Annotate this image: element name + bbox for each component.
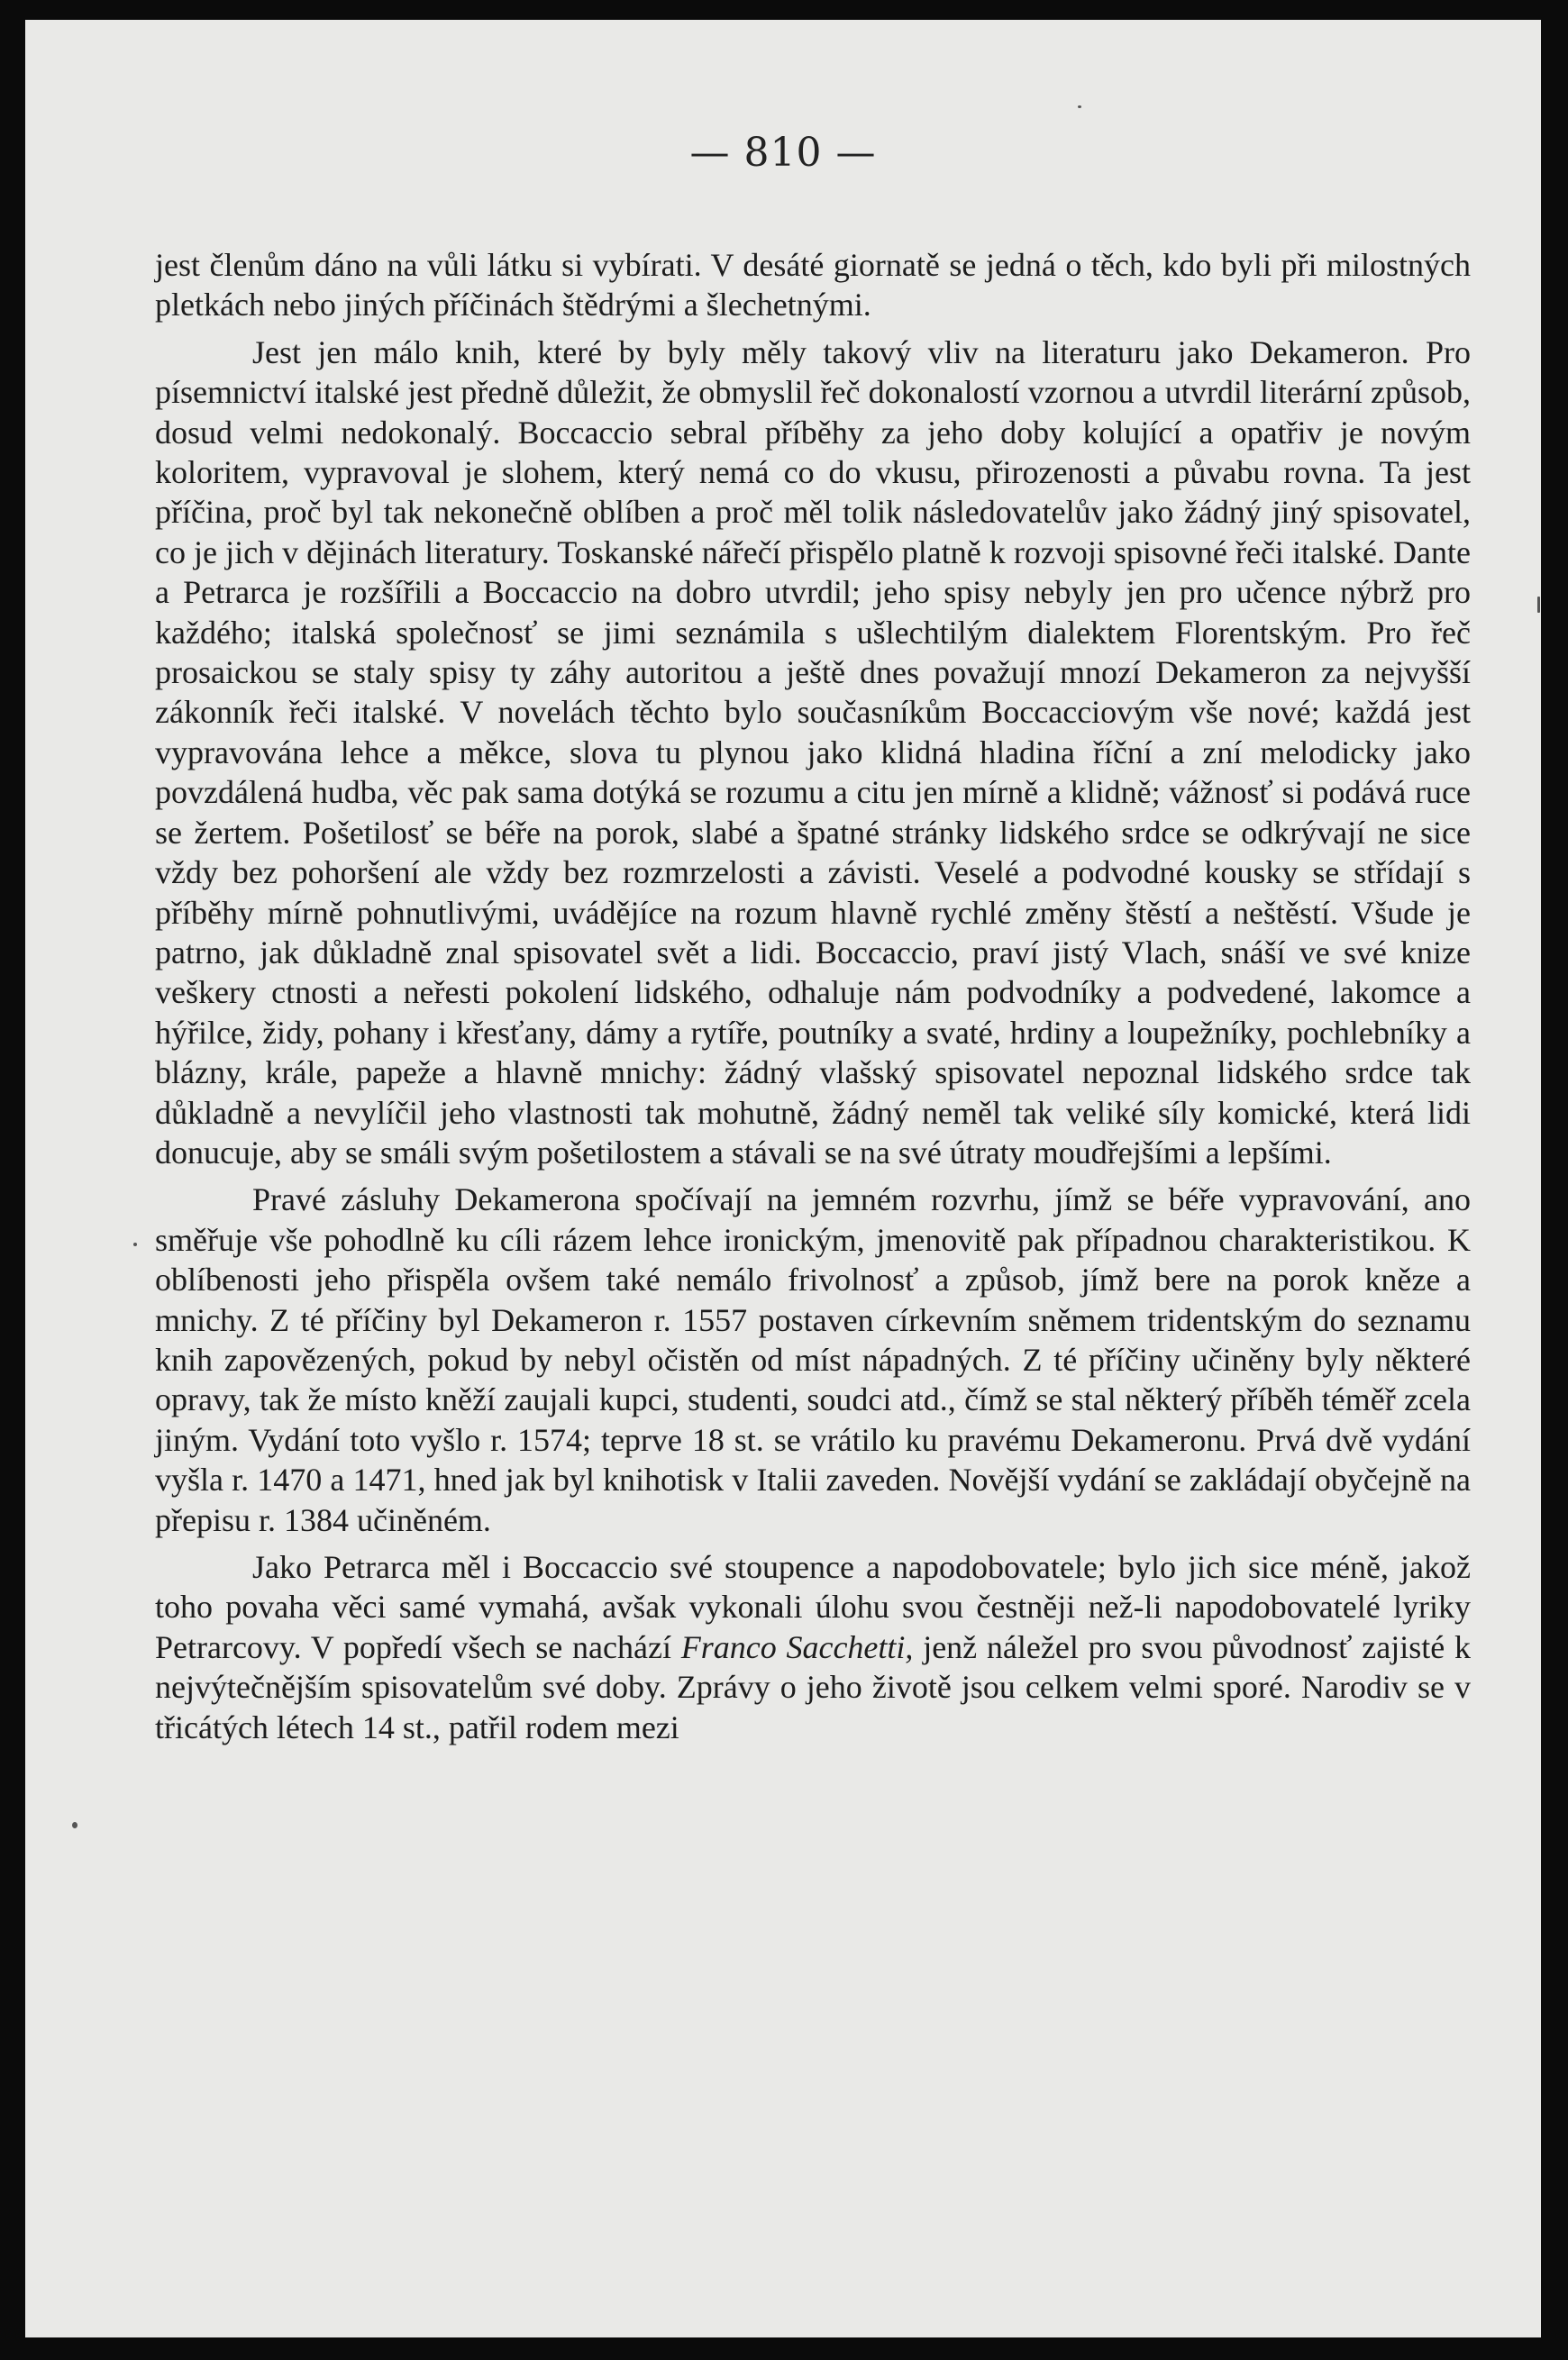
- paragraph-followers-end: jenž náležel pro svou původnosť zajisté k nejvýtečnějším spisovatelům své doby. Zprávy o jeho životě jsou celkem velmi sporé. Narodiv se v třicátých létech 14 st., patřil rodem mezi: [155, 1628, 1471, 1745]
- print-speck: [133, 1243, 137, 1246]
- print-speck: [72, 1822, 77, 1828]
- paragraph-followers-start: Jako Petrarca měl i Boccaccio své stoupence a napodobovatele; bylo jich sice méně, jakož toho povaha věci samé vymahá, avšak vykonali úlohu svou čestněji než-li napodobovatelé lyriky Petrarcovy. V popředí všech se nachází: [155, 1549, 1471, 1665]
- print-speck: [1078, 105, 1081, 108]
- page-number: — 810 —: [689, 130, 877, 176]
- paragraph-followers: [155, 1547, 1471, 1747]
- body-text: [155, 245, 1471, 1754]
- paragraph-dekameron-influence: Jest jen málo knih, které by byly měly takový vliv na literaturu jako Dekameron. Pro písemnictví italské jest předně důležit, že obmyslil řeč dokonalostí vzornou a utvrdil literární způsob, dosud velmi nedokonalý. Boccaccio sebral příběhy za jeho doby kolující a opatřiv je novým koloritem, vypravoval je slohem, který nemá co do vkusu, přirozenosti a půvabu rovna. Ta jest příčina, proč byl tak nekonečně oblíben a proč měl tolik následovatelův jako žádný jiný spisovatel, co je jich v dějinách literatury. Toskanské nářečí přispělo platně k rozvoji spisovné řeči italské. Dante a Petrarca je rozšířili a Boccaccio na dobro utvrdil; jeho spisy nebyly jen pro učence nýbrž pro každého; italská společnosť se jimi seznámila s ušlechtilým dialektem Florentským. Pro řeč prosaickou se staly spisy ty záhy autoritou a ještě dnes považují mnozí Dekameron za nejvyšší zákonník řeči italské. V novelách těchto bylo současníkům Boccacciovým vše nové; každá jest vypravována lehce a měkce, slova tu plynou jako klidná hladina říční a zní melodicky jako povzdálená hudba, věc pak sama dotýká se rozumu a citu jen mírně a klidně; vážnosť si podává ruce se žertem. Pošetilosť se béře na porok, slabé a špatné stránky lidského srdce se odkrývají ne sice vždy bez pohoršení ale vždy bez rozmrzelosti a závisti. Veselé a podvodné kousky se střídají s příběhy mírně pohnutlivými, uvádějíce na rozum hlavně rychlé změny štěstí a neštěstí. Všude je patrno, jak důkladně znal spisovatel svět a lidi. Boccaccio, praví jistý Vlach, snáší ve své knize veškery ctnosti a neřesti pokolení lidského, odhaluje nám podvodníky a podvedené, lakomce a hýřilce, židy, pohany i křesťany, dámy a rytíře, poutníky a svaté, hrdiny a loupežníky, pochlebníky a blázny, krále, papeže a hlavně mnichy: žádný vlašský spisovatel nepoznal lidského srdce tak důkladně a nevylíčil jeho vlastnosti tak mohutně, žádný neměl tak veliké síly komické, která lidi donucuje, aby se smáli svým pošetilostem a stávali se na své útraty moudřejšími a lepšími.: [155, 333, 1471, 1171]
- author-name-sacchetti: Franco Sacchetti,: [680, 1628, 914, 1665]
- book-page: [25, 20, 1541, 2337]
- paragraph-dekameron-merits: Pravé zásluhy Dekamerona spočívají na jemném rozvrhu, jímž se béře vypravování, ano směřuje vše pohodlně ku cíli rázem lehce ironickým, jmenovitě pak případnou charakteristikou. K oblíbenosti jeho přispěla ovšem také nemálo frivolnosť a způsob, jímž bere na porok kněze a mnichy. Z té příčiny byl Dekameron r. 1557 postaven církevním sněmem tridentským do seznamu knih zapovězených, pokud by nebyl očistěn od míst nápadných. Z té příčiny učiněny byly některé opravy, tak že místo kněží zaujali kupci, studenti, soudci atd., čímž se stal některý příběh téměř zcela jiným. Vydání toto vyšlo r. 1574; teprve 18 st. se vrátilo ku pravému Dekameronu. Prvá dvě vydání vyšla r. 1470 a 1471, hned jak byl knihotisk v Italii zaveden. Novější vydání se zakládají obyčejně na přepisu r. 1384 učiněném.: [155, 1181, 1471, 1538]
- paragraph-continuation: jest členům dáno na vůli látku si vybírati. V desáté giornatě se jedná o těch, kdo byli při milostných pletkách nebo jiných příčinách štědrými a šlechetnými.: [155, 247, 1471, 323]
- print-speck: [1537, 597, 1540, 613]
